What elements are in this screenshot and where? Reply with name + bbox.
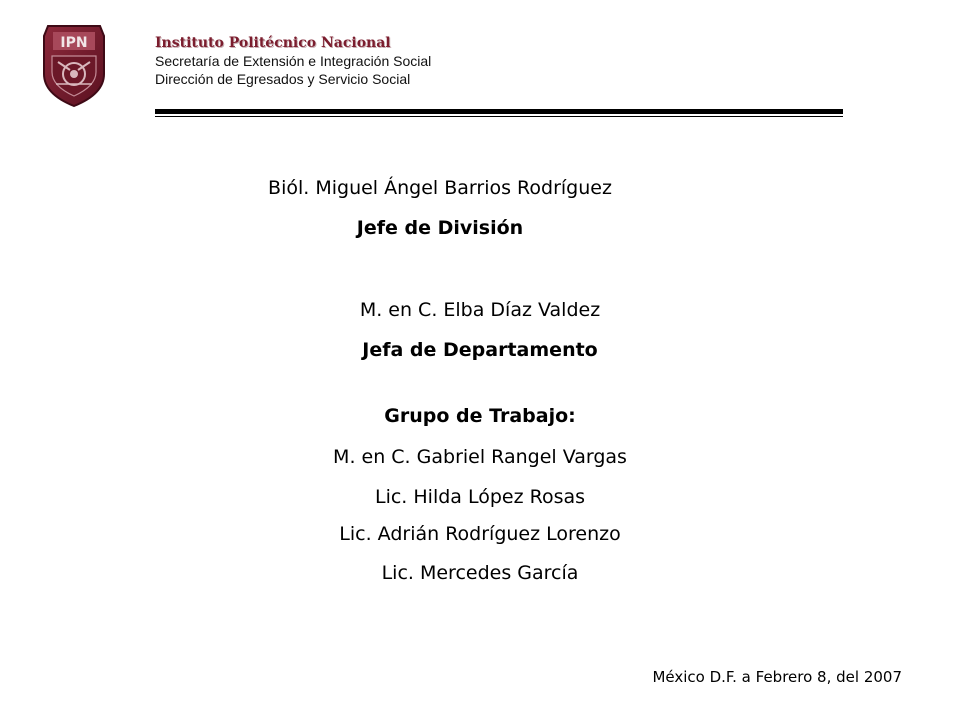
division-head-title: Jefe de División <box>356 217 524 239</box>
header-divider-thin <box>155 116 843 117</box>
place-date: México D.F. a Febrero 8, del 2007 <box>652 668 902 686</box>
work-group-member: Lic. Mercedes García <box>381 562 579 584</box>
secretaria-name: Secretaría de Extensión e Integración Social <box>155 53 432 69</box>
department-head-title: Jefa de Departamento <box>362 339 598 361</box>
department-head-name: M. en C. Elba Díaz Valdez <box>359 299 601 321</box>
header-divider-thick <box>155 109 843 114</box>
work-group-member: Lic. Hilda López Rosas <box>374 486 586 508</box>
institution-name: Instituto Politécnico Nacional <box>155 35 391 51</box>
division-head-name: Biól. Miguel Ángel Barrios Rodríguez <box>268 177 612 199</box>
ipn-shield-logo-icon <box>40 22 108 108</box>
work-group-member: M. en C. Gabriel Rangel Vargas <box>333 446 627 468</box>
svg-text:IPN: IPN <box>60 35 88 51</box>
direccion-name: Dirección de Egresados y Servicio Social <box>155 71 411 87</box>
work-group-member: Lic. Adrián Rodríguez Lorenzo <box>339 523 621 545</box>
header-block <box>155 34 431 88</box>
work-group-heading: Grupo de Trabajo: <box>384 405 576 427</box>
